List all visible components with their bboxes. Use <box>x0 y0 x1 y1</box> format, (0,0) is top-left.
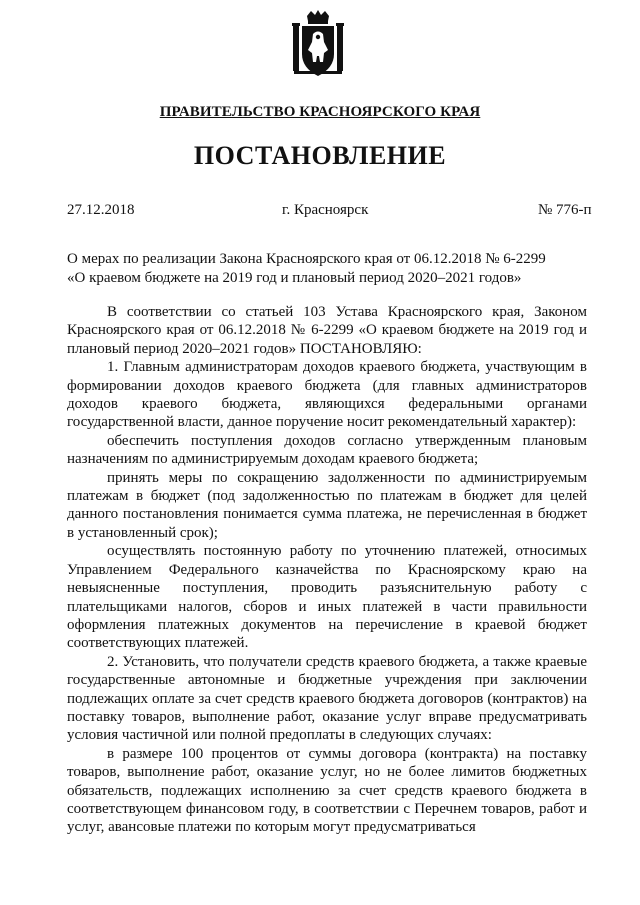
body-paragraph: В соответствии со статьей 103 Устава Красноярского края, Законом Красноярского края от 06.12.2018 № 6-2299 «О краевом бюджете на 2019 год и плановый период 2020–2021 годов» ПОСТАНОВЛЯЮ: <box>67 304 587 357</box>
document-type-title: ПОСТАНОВЛЕНИЕ <box>193 141 447 170</box>
subject-line: «О краевом бюджете на 2019 год и плановый период 2020–2021 годов» <box>67 270 522 286</box>
body-paragraph: 2. Установить, что получатели средств краевого бюджета, а также краевые государственные автономные и бюджетные учреждения при заключении подлежащих оплате за счет средств краевого бюджета договоров (контрактов) на поставку товаров, выполнение работ, оказание услуг вправе предусматривать условия частичной или полной предоплаты в следующих случаях: <box>67 653 587 744</box>
body-paragraph: в размере 100 процентов от суммы договора (контракта) на поставку товаров, выполнение работ, оказание услуг, но не более лимитов бюджетных обязательств, подлежащих исполнению за счет средств краевого бюджета в соответствующем финансовом году, в соответствии с Перечнем товаров, работ и услуг, авансовые платежи по которым могут предусматриваться <box>67 745 587 836</box>
body-paragraph: принять меры по сокращению задолженности по администрируемым платежам в бюджет (под задолженностью по платежам в бюджет для целей данного постановления понимается сумма платежа, не перечисленная в бюджет в установленный срок); <box>67 469 587 541</box>
subject-line: О мерах по реализации Закона Красноярского края от 06.12.2018 № 6-2299 <box>67 251 546 267</box>
body-paragraph: осуществлять постоянную работу по уточнению платежей, относимых Управлением Федерального казначейства по Красноярскому краю на невыясненные поступления, проводить разъяснительную работу с плательщиками налогов, сборов и иных платежей в части правильности оформления платежных документов на перечисление в краевой бюджет соответствующих платежей. <box>67 543 587 652</box>
body-paragraph: обеспечить поступления доходов согласно утвержденным плановым назначениям по администрируемым доходам краевого бюджета; <box>67 432 587 468</box>
document-body <box>67 303 587 837</box>
document-number: № 776-п <box>538 202 592 218</box>
document-subject <box>67 250 587 288</box>
organization-title: ПРАВИТЕЛЬСТВО КРАСНОЯРСКОГО КРАЯ <box>159 104 481 120</box>
coat-of-arms-emblem <box>290 10 346 80</box>
document-date: 27.12.2018 <box>67 202 135 218</box>
document-city: г. Красноярск <box>282 202 369 218</box>
body-paragraph: 1. Главным администраторам доходов краевого бюджета, участвующим в формировании доходов краевого бюджета (для главных администраторов доходов краевого бюджета, являющихся федеральными органами государственной власти, данное поручение носит рекомендательный характер): <box>67 359 587 431</box>
